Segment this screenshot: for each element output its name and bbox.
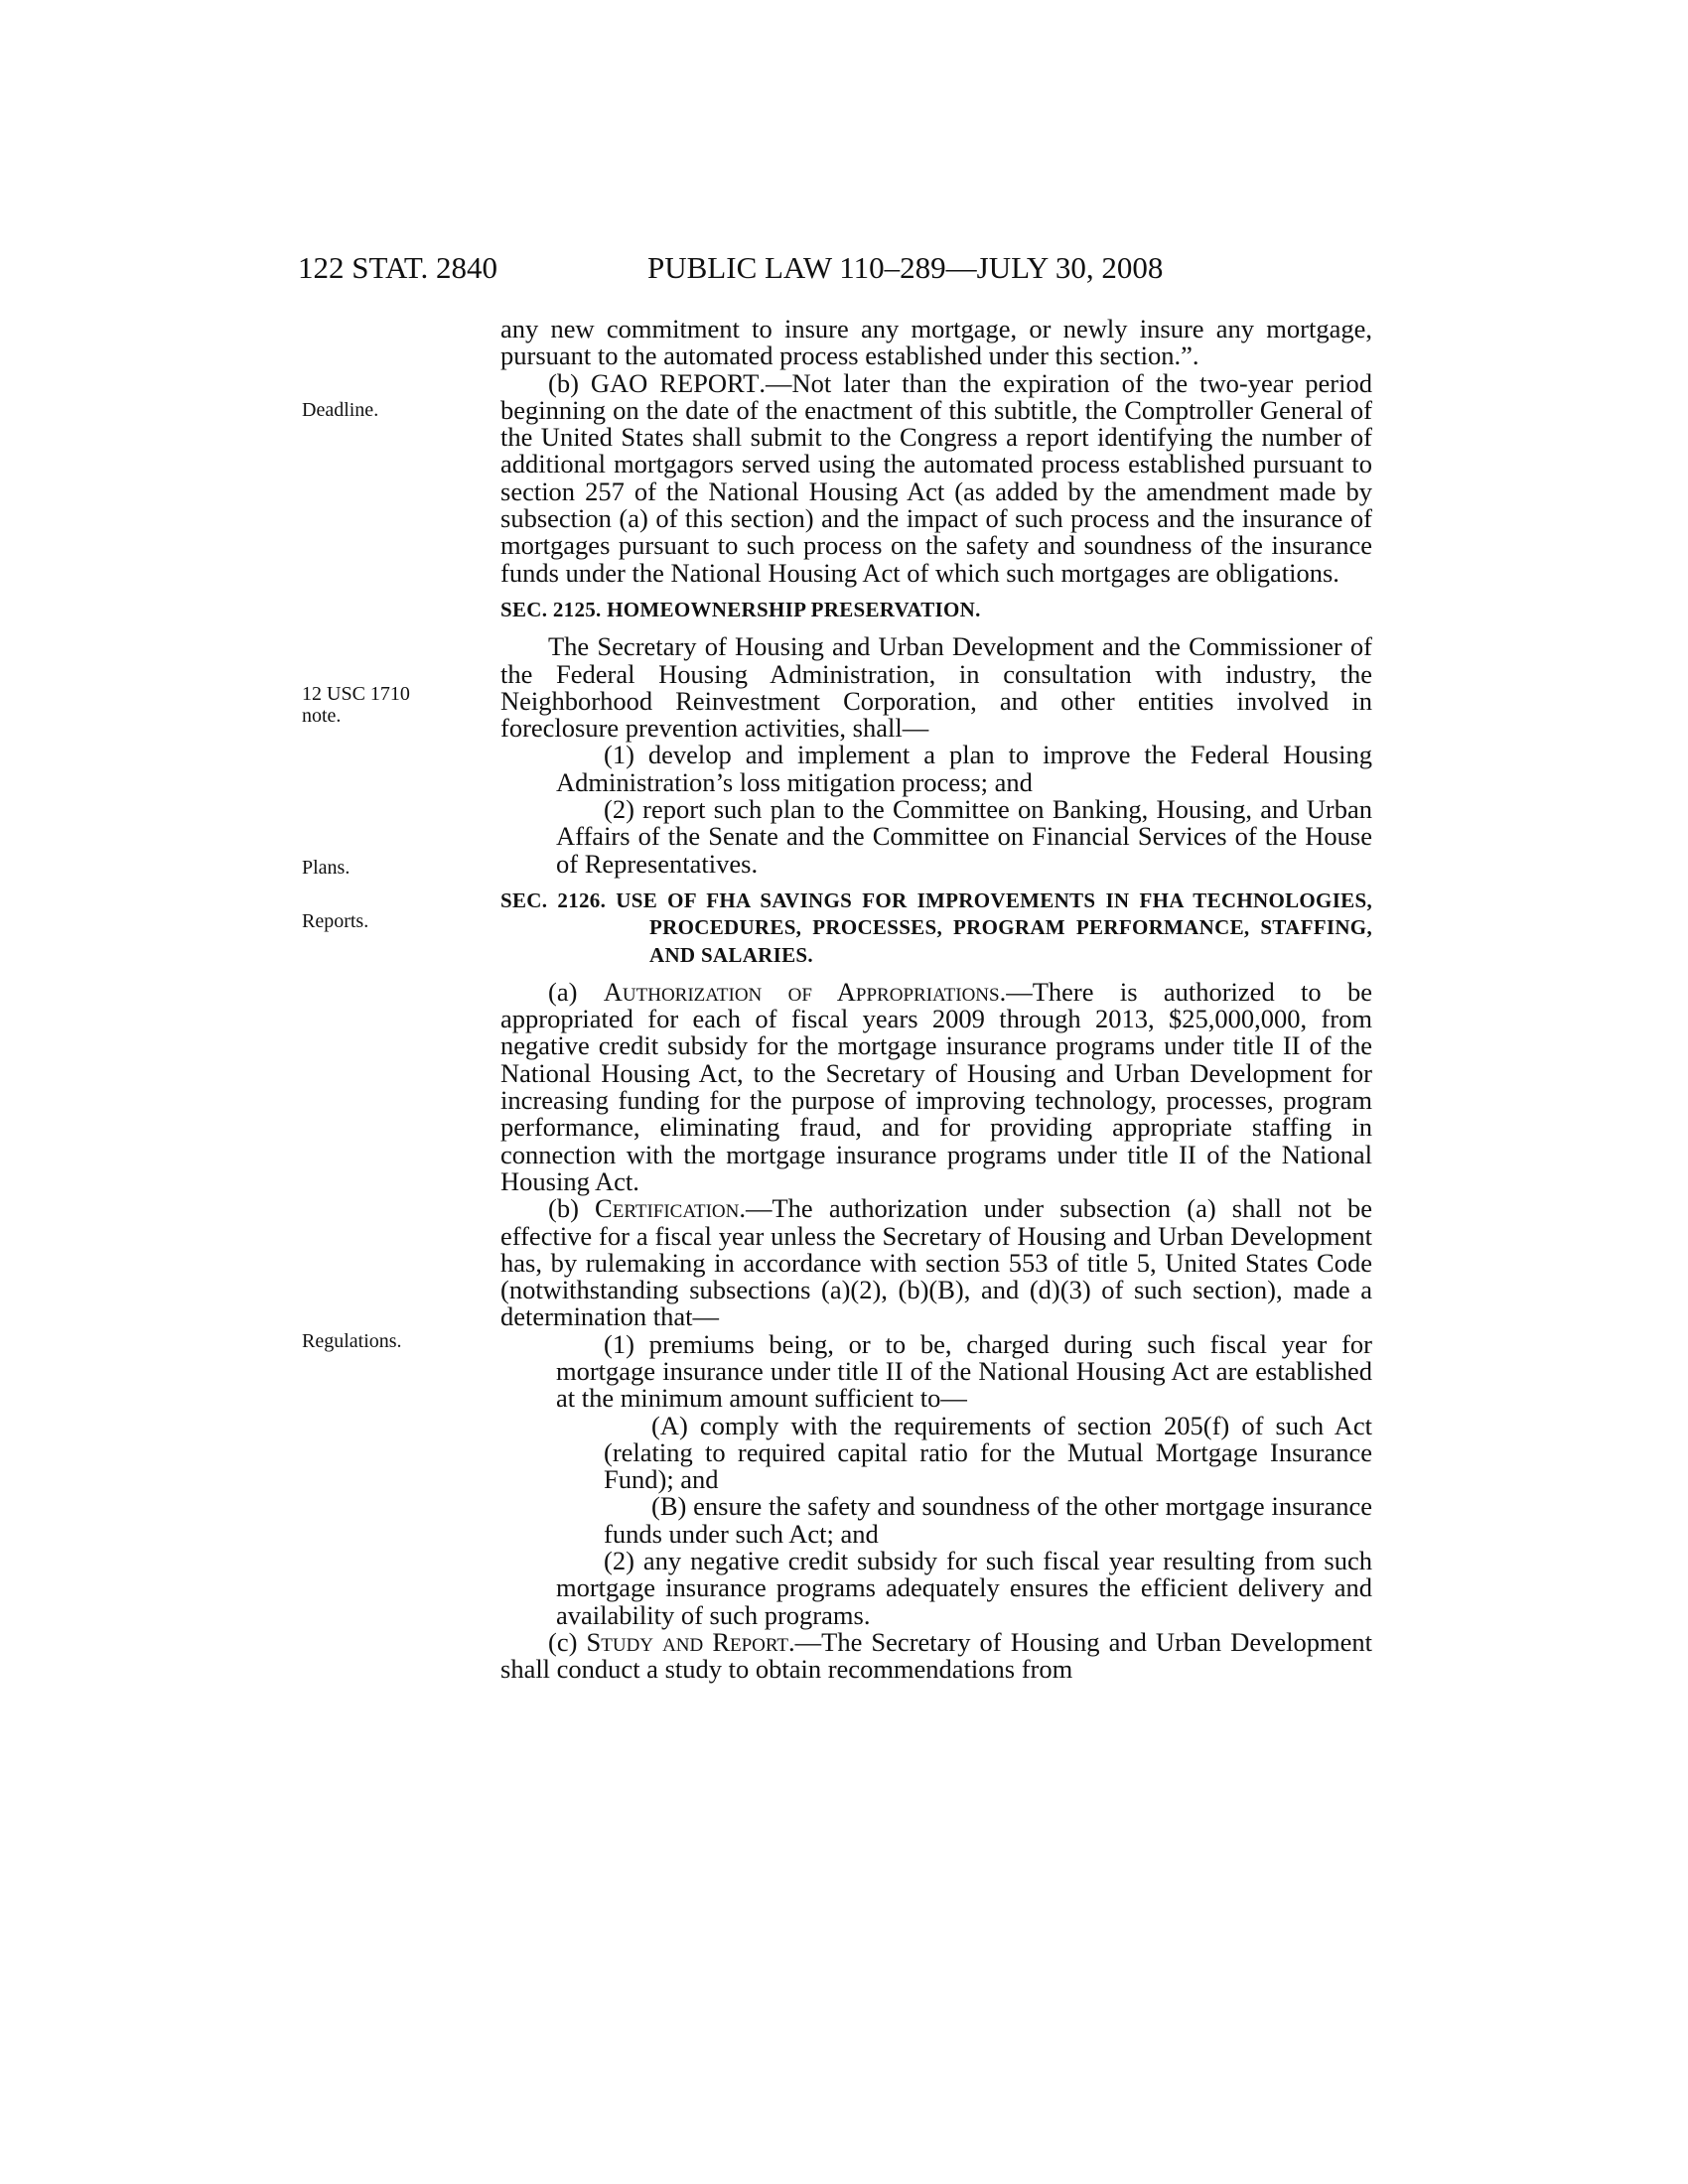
margin-note-regulations: Regulations. xyxy=(302,1330,402,1352)
certification-item-1: (1) premiums being, or to be, charged during such fiscal year for mortgage insurance under title II of the National Housing Act are established at the minimum amount sufficient to— xyxy=(556,1328,1372,1414)
paragraph-certification xyxy=(500,1195,1372,1330)
certification-label: (b) xyxy=(548,1193,596,1224)
gao-text: .—Not later than the expiration of the two-year period beginning on the date of the enactment of this subtitle, the Comptroller General of the United States shall submit to the Congress a report identifying the number of additional mortgagors served using the automated process established pursuant to section 257 of the National Housing Act (as added by the amendment made by subsection (a) of this section) and the impact of such process and the insurance of mortgages pursuant to such process on the safety and soundness of the insurance funds under the National Housing Act of which such mortgages are obligations. xyxy=(500,367,1372,588)
study-text: .—The Secretary of Housing and Urban Development shall conduct a study to obtain recommendations from xyxy=(500,1626,1372,1685)
margin-note-usc-line1: 12 USC 1710 xyxy=(302,683,410,705)
authorization-label: (a) xyxy=(548,976,604,1007)
page-stat-number: 122 STAT. 2840 xyxy=(298,250,498,285)
margin-note-reports: Reports. xyxy=(302,910,369,932)
paragraph-study-report xyxy=(500,1626,1372,1685)
certification-text: .—The authorization under subsection (a) shall not be effective for a fiscal year unless the Secretary of Housing and Urban Development has, by rulemaking in accordance with section 553 of title 5, United States Code (notwithstanding subsections (a)(2), (b)(B), and (d)(3) of such section), made a determination that— xyxy=(500,1193,1372,1332)
section-2125-intro: The Secretary of Housing and Urban Development and the Commissioner of the Federal Housing Administration, in consultation with industry, the Neighborhood Reinvestment Corporation, and other entities involved in foreclosure prevention activities, shall— xyxy=(500,631,1372,744)
section-2125-item-1: (1) develop and implement a plan to improve the Federal Housing Administration’s loss mitigation process; and xyxy=(556,740,1372,797)
running-header: PUBLIC LAW 110–289—JULY 30, 2008 xyxy=(647,250,1164,285)
certification-item-2: (2) any negative credit subsidy for such fiscal year resulting from such mortgage insurance programs adequately ensures the efficient delivery and availability of such programs. xyxy=(556,1546,1372,1630)
paragraph-continuation: any new commitment to insure any mortgage, or newly insure any mortgage, pursuant to the automated process established under this section.”. xyxy=(500,314,1372,371)
section-2125-heading: SEC. 2125. HOMEOWNERSHIP PRESERVATION. xyxy=(500,597,981,621)
margin-note-usc-line2: note. xyxy=(302,705,342,727)
margin-note-deadline: Deadline. xyxy=(302,399,379,421)
certification-item-B: (B) ensure the safety and soundness of the other mortgage insurance funds under such Act; and xyxy=(604,1491,1372,1549)
authorization-heading: Authorization of Appropriations xyxy=(603,976,1000,1007)
paragraph-gao-report xyxy=(500,367,1372,588)
study-heading: Study and Report xyxy=(586,1626,789,1657)
gao-label: (b) GAO R xyxy=(548,367,677,398)
certification-heading: Certification xyxy=(595,1193,740,1224)
margin-note-usc xyxy=(302,683,451,727)
study-label: (c) xyxy=(548,1626,587,1657)
authorization-text: .—There is authorized to be appropriated for each of fiscal years 2009 through 2013, $25,000,000, from negative credit subsidy for the mortgage insurance programs under title II of the National Housing Act, to the Secretary of Housing and Urban Development for increasing funding for the purpose of improving technology, processes, program performance, eliminating fraud, and for providing appropriate staffing in connection with the mortgage insurance programs under title II of the National Housing Act. xyxy=(500,976,1372,1196)
margin-note-plans: Plans. xyxy=(302,857,351,879)
paragraph-authorization xyxy=(500,976,1372,1196)
gao-label-smallcaps: EPORT xyxy=(676,367,760,398)
section-2125-item-2: (2) report such plan to the Committee on Banking, Housing, and Urban Affairs of the Senate and the Committee on Financial Services of the House of Representatives. xyxy=(556,794,1372,879)
main-text xyxy=(500,316,1372,1684)
section-2126-heading: SEC. 2126. USE OF FHA SAVINGS FOR IMPROVEMENTS IN FHA TECHNOLOGIES, PROCEDURES, PROCESSES, PROGRAM PERFORMANCE, STAFFING, AND SALARIES. xyxy=(500,887,1372,967)
certification-item-A: (A) comply with the requirements of section 205(f) of such Act (relating to required capital ratio for the Mutual Mortgage Insurance Fund); and xyxy=(604,1410,1372,1495)
